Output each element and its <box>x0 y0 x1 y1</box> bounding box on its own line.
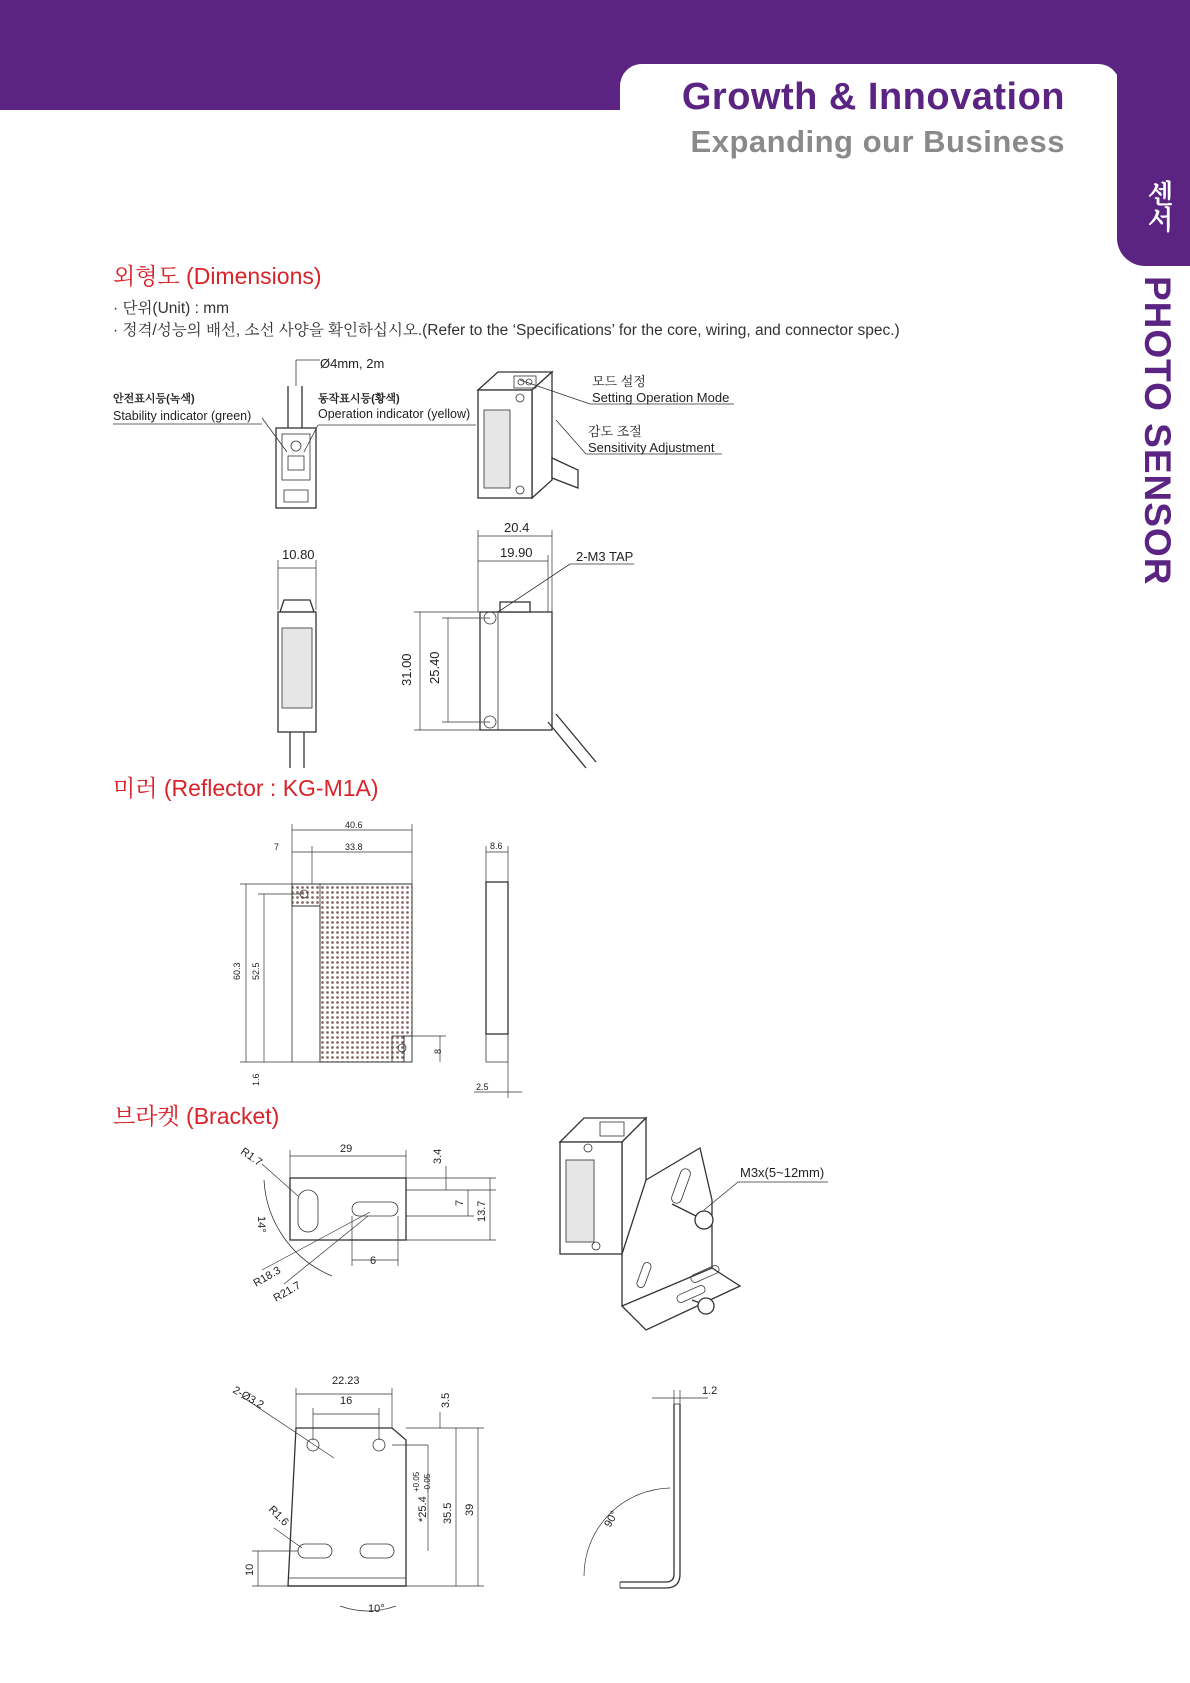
bracket-section-title: 브라켓 (Bracket) <box>113 1103 280 1129</box>
sensor-side-view-drawing <box>414 530 634 768</box>
sensor-width-view-drawing <box>278 560 316 768</box>
reflector-front-drawing <box>240 824 446 1062</box>
bracket-width: 29 <box>340 1143 353 1155</box>
reflector-bottom: 1.6 <box>251 1073 261 1086</box>
reflector-side-drawing <box>474 846 522 1098</box>
screw-label: M3x(5~12mm) <box>740 1165 825 1180</box>
bracket-isometric-drawing <box>560 1118 828 1330</box>
bracket-side-thickness: 1.2 <box>702 1385 718 1397</box>
sensitivity-label-en: Sensitivity Adjustment <box>588 440 715 455</box>
unit-note: · 단위(Unit) : mm <box>113 300 230 317</box>
bracket-front-h-total: 39 <box>464 1503 476 1516</box>
reflector-tab: 8 <box>433 1048 443 1054</box>
bracket-h3: 13.7 <box>476 1200 488 1222</box>
bracket-r3: R21.7 <box>271 1279 303 1305</box>
bracket-angle: 14° <box>255 1216 267 1233</box>
bracket-front-w-total: 22.23 <box>332 1375 360 1387</box>
cable-label: Ø4mm, 2m <box>320 356 385 371</box>
reflector-thickness: 8.6 <box>490 841 503 851</box>
dimensions-section-title: 외형도 (Dimensions) <box>113 263 322 289</box>
spec-note: · 정격/성능의 배선, 소선 사양을 확인하십시오.(Refer to the ‘Specifications’ for the core, wiring, and connector spec.) <box>113 322 900 339</box>
reflector-width-total: 40.6 <box>345 820 363 830</box>
mode-setting-label-ko: 모드 설정 <box>592 374 646 389</box>
bracket-front-top: 3.5 <box>440 1392 452 1408</box>
bracket-front-tol-minus: -0.05 <box>423 1473 432 1492</box>
bracket-side-angle: 90° <box>602 1509 621 1530</box>
header-title: Growth & Innovation <box>681 76 1065 118</box>
sensor-isometric-drawing <box>478 372 578 498</box>
bracket-front-view-drawing <box>244 1388 484 1611</box>
operation-indicator-label-en: Operation indicator (yellow) <box>318 407 471 421</box>
bracket-front-tolerance: *25.4 <box>417 1496 429 1522</box>
sensor-front-view-drawing <box>262 360 320 508</box>
side-tab-korean: 센서 <box>1144 180 1174 232</box>
depth-total-dimension: 20.4 <box>504 520 530 535</box>
bracket-front-bottom: 10 <box>244 1563 256 1576</box>
stability-indicator-label-en: Stability indicator (green) <box>113 409 252 423</box>
width-dimension: 10.80 <box>282 547 315 562</box>
bracket-front-angle: 10° <box>368 1603 385 1615</box>
bracket-top-view-drawing <box>262 1150 496 1284</box>
bracket-r2: R18.3 <box>251 1264 283 1290</box>
header-subtitle: Expanding our Business <box>690 124 1065 159</box>
reflector-offset: 7 <box>274 842 280 852</box>
bracket-slot: 6 <box>370 1255 377 1267</box>
reflector-section-title: 미러 (Reflector : KG-M1A) <box>113 775 379 801</box>
depth-dimension: 19.90 <box>500 545 533 560</box>
bracket-front-r4: R1.6 <box>265 1503 291 1529</box>
reflector-depth-small: 2.5 <box>476 1082 489 1092</box>
bracket-front-holes: 2-Ø3.2 <box>230 1384 266 1412</box>
bracket-front-tol-plus: +0.05 <box>412 1471 421 1492</box>
bracket-h1: 3.4 <box>432 1148 444 1164</box>
bracket-r1: R1.7 <box>238 1145 265 1169</box>
side-tab-english: PHOTO SENSOR <box>1137 276 1178 586</box>
height-dimension: 31.00 <box>399 653 414 686</box>
reflector-height-total: 60.3 <box>232 962 242 980</box>
stability-indicator-label-ko: 안전표시등(녹색) <box>113 393 195 405</box>
bracket-front-pitch: 16 <box>340 1395 353 1407</box>
reflector-width-inner: 33.8 <box>345 842 363 852</box>
mode-setting-label-en: Setting Operation Mode <box>592 390 730 405</box>
hole-pitch-dimension: 25.40 <box>427 651 442 684</box>
tap-label: 2-M3 TAP <box>576 549 634 564</box>
sensitivity-label-ko: 감도 조절 <box>588 424 642 439</box>
bracket-h2: 7 <box>454 1199 466 1206</box>
bracket-side-view-drawing <box>584 1390 708 1588</box>
operation-indicator-label-ko: 동작표시등(황색) <box>318 393 400 405</box>
bracket-front-h-mid: 35.5 <box>442 1502 454 1524</box>
reflector-height-inner: 52.5 <box>251 962 261 980</box>
